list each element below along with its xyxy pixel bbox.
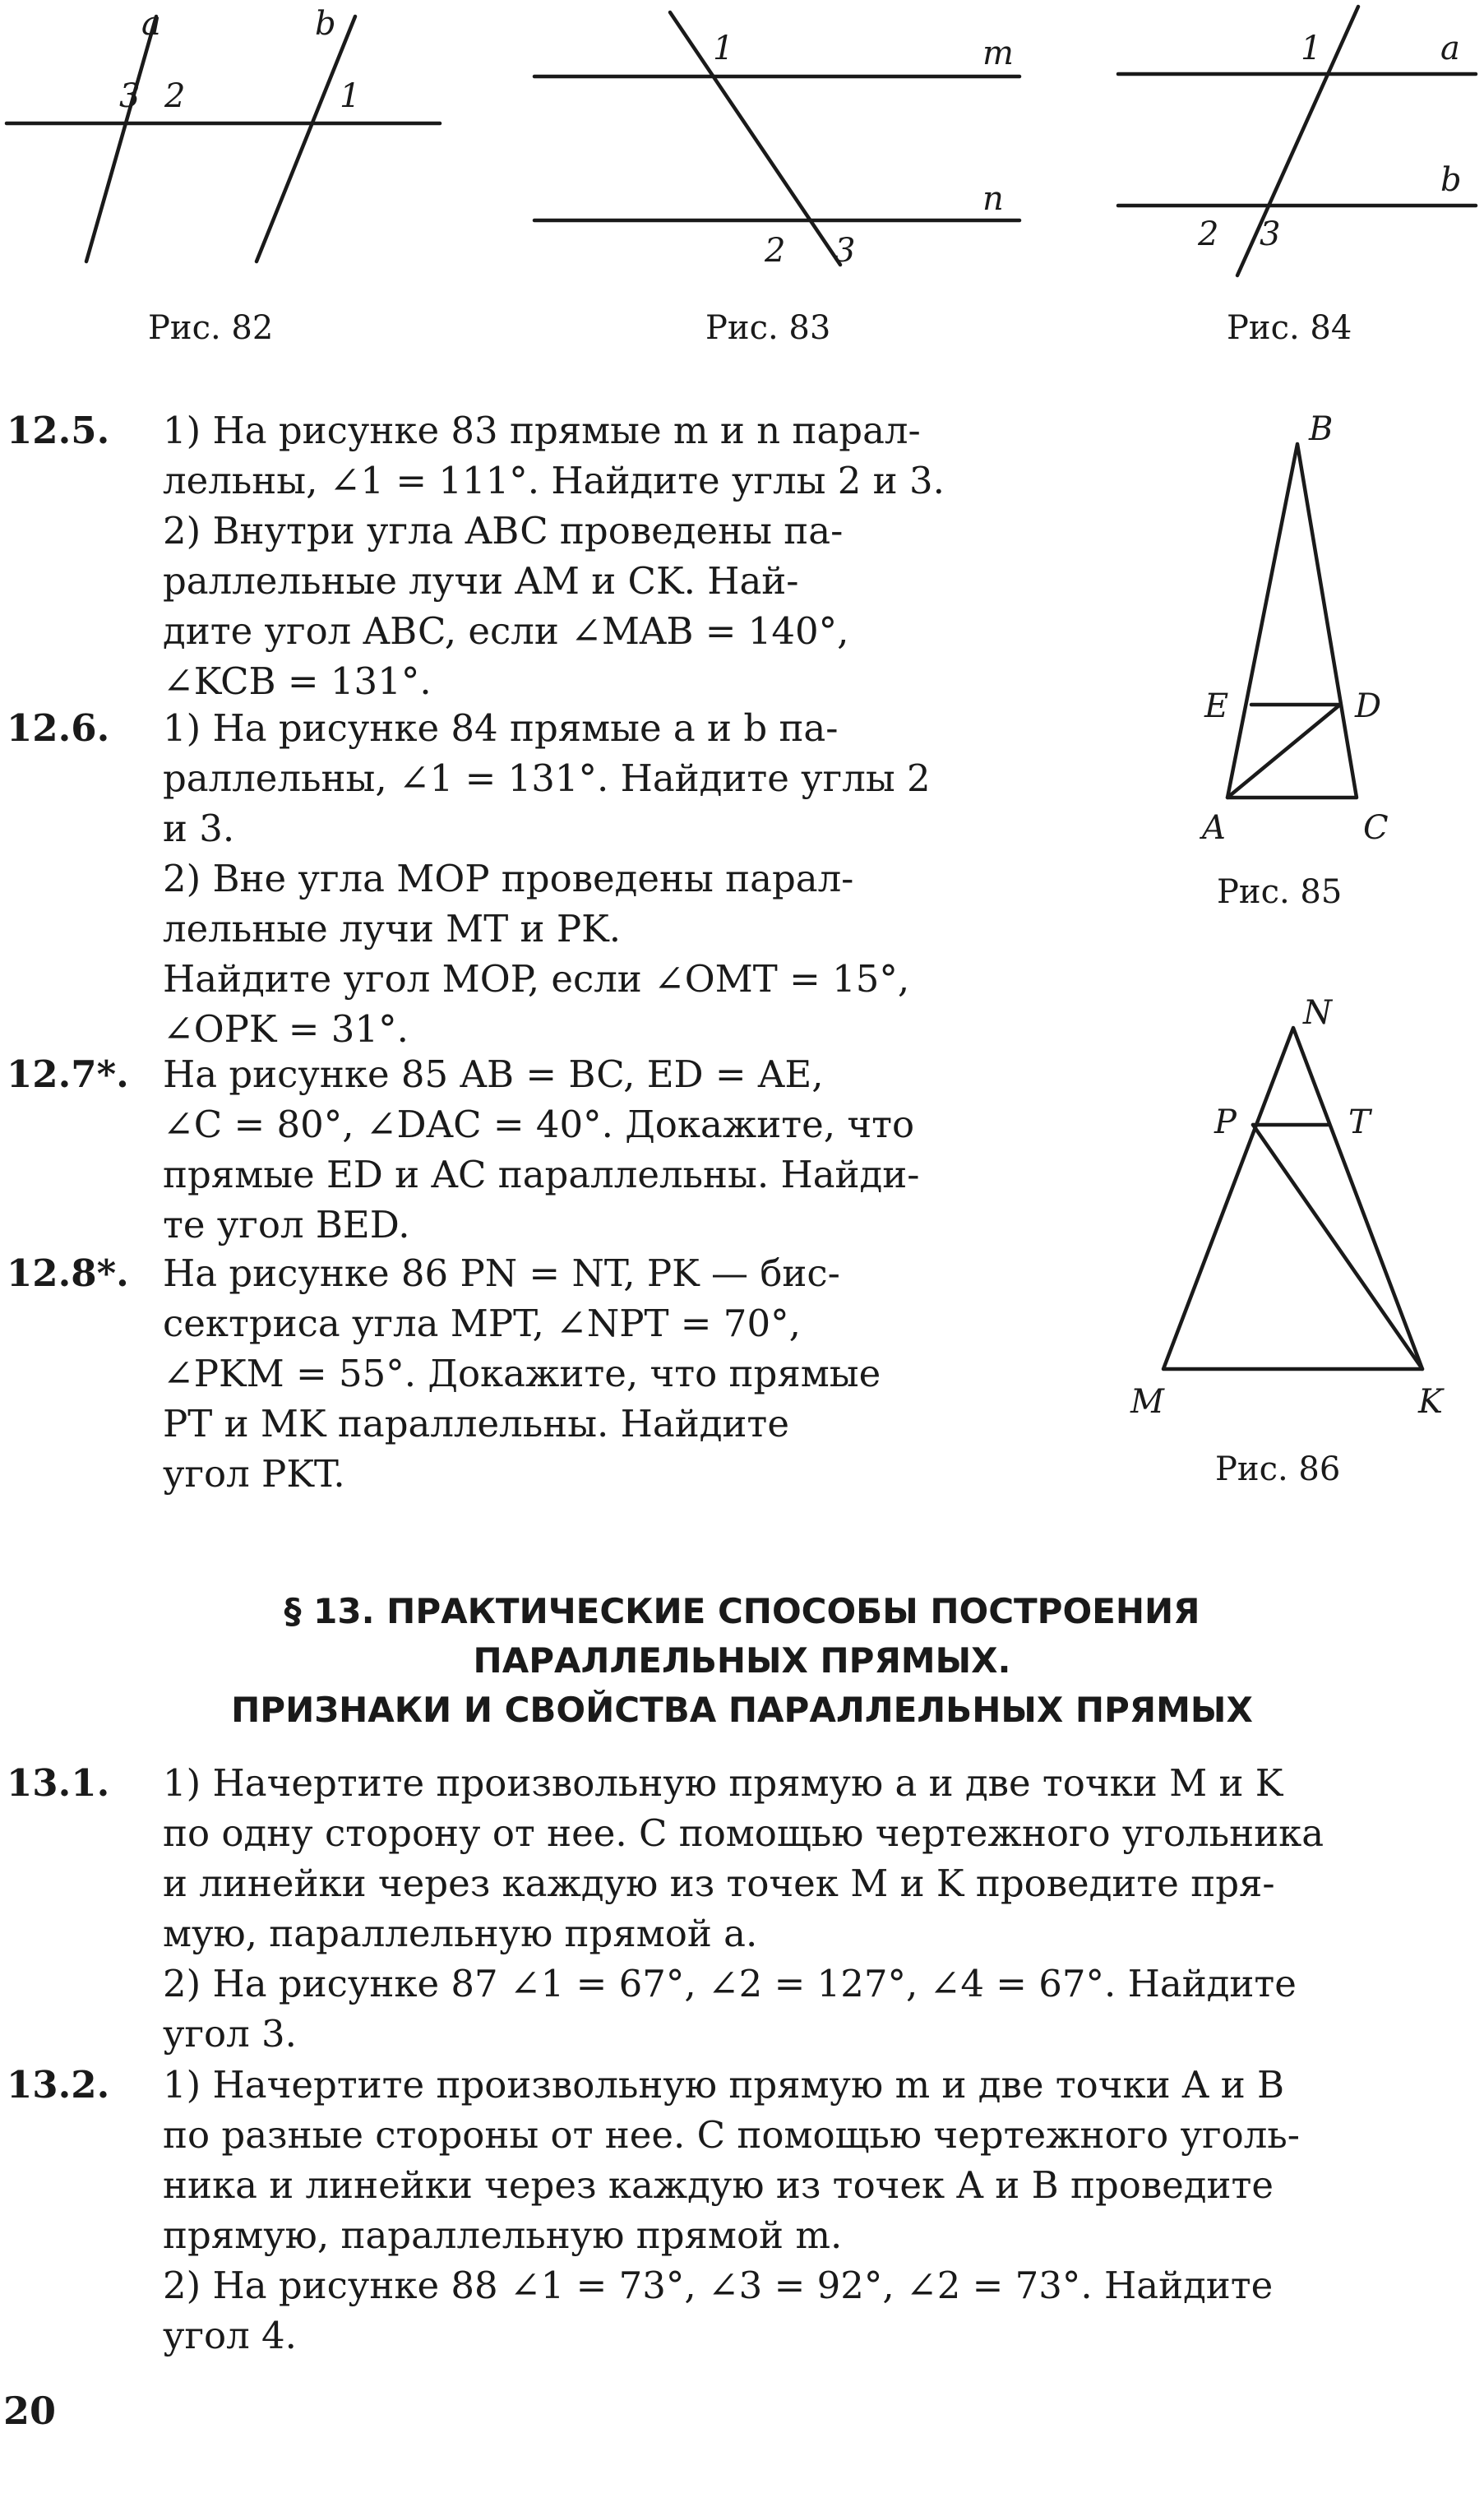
fig85-label-a: A xyxy=(1202,809,1226,847)
fig85-label-c: C xyxy=(1363,809,1389,847)
problem-line: дите угол ABC, если ∠MAB = 140°, xyxy=(163,609,849,653)
fig86-label-n: N xyxy=(1303,994,1332,1032)
fig82-angle-2: 2 xyxy=(164,77,186,115)
fig82-angle-1: 1 xyxy=(340,77,361,115)
fig86-caption: Рис. 86 xyxy=(1215,1450,1341,1488)
fig84-label-b: b xyxy=(1440,161,1462,199)
section-heading-line2: ПАРАЛЛЕЛЬНЫХ ПРЯМЫХ. xyxy=(473,1640,1011,1681)
problem-line: угол 3. xyxy=(163,2012,297,2056)
fig83-angle-2: 2 xyxy=(765,232,786,270)
problem-line: На рисунке 86 PN = NT, PK — бис- xyxy=(163,1251,840,1295)
problem-line: и 3. xyxy=(163,807,235,850)
problem-line: и линейки через каждую из точек M и K проведите пря- xyxy=(163,1862,1275,1905)
problem-text xyxy=(163,1248,1042,1499)
problem-line: Найдите угол MOP, если ∠OMT = 15°, xyxy=(163,957,910,1001)
page-number: 20 xyxy=(3,2389,57,2433)
section-heading-line1: § 13. ПРАКТИЧЕСКИЕ СПОСОБЫ ПОСТРОЕНИЯ xyxy=(284,1591,1200,1631)
fig85-label-d: D xyxy=(1355,687,1382,725)
problem-line: ∠KCB = 131°. xyxy=(163,659,432,703)
fig86-label-m: M xyxy=(1130,1383,1164,1421)
fig84-angle-3: 3 xyxy=(1260,215,1281,253)
problem-text xyxy=(163,405,1042,706)
fig83-angle-1: 1 xyxy=(713,30,734,67)
problem-number: 12.7*. xyxy=(7,1052,129,1096)
figure-86 xyxy=(1130,994,1445,1488)
problem-line: 2) Вне угла MOP проведены парал- xyxy=(163,857,854,900)
fig83-caption: Рис. 83 xyxy=(705,309,831,347)
problem-number: 12.6. xyxy=(7,706,110,750)
fig86-triangle-mnk xyxy=(1163,1028,1422,1369)
problem-text xyxy=(163,1049,1042,1250)
section-heading xyxy=(0,1587,1484,1735)
fig84-angle-2: 2 xyxy=(1198,215,1219,253)
problem-line: 1) На рисунке 83 прямые m и n парал- xyxy=(163,409,921,452)
problem-number: 12.8*. xyxy=(7,1251,129,1295)
fig82-caption: Рис. 82 xyxy=(148,309,274,347)
figure-83 xyxy=(534,12,1019,347)
problem-line: угол 4. xyxy=(163,2314,297,2357)
fig82-angle-3: 3 xyxy=(119,77,141,115)
fig85-label-b: B xyxy=(1309,410,1334,448)
problem-line: 1) Начертите произвольную прямую m и две точки A и B xyxy=(163,2063,1285,2107)
problem-line: по одну сторону от нее. С помощью чертежного угольника xyxy=(163,1811,1325,1855)
problem-line: 2) На рисунке 87 ∠1 = 67°, ∠2 = 127°, ∠4 = 67°. Найдите xyxy=(163,1962,1297,2005)
figure-85 xyxy=(1199,410,1389,911)
fig85-caption: Рис. 85 xyxy=(1217,873,1343,911)
section-heading-line3: ПРИЗНАКИ И СВОЙСТВА ПАРАЛЛЕЛЬНЫХ ПРЯМЫХ xyxy=(231,1690,1253,1730)
problem-line: угол PKT. xyxy=(163,1452,345,1496)
fig82-label-b: b xyxy=(315,5,336,43)
fig83-label-n: n xyxy=(982,180,1004,218)
problem-line: раллельны, ∠1 = 131°. Найдите углы 2 xyxy=(163,756,931,800)
problem-line: прямые ED и AC параллельны. Найди- xyxy=(163,1153,920,1196)
problem-line: лельны, ∠1 = 111°. Найдите углы 2 и 3. xyxy=(163,459,945,502)
problem-number: 13.2. xyxy=(7,2063,110,2107)
problem-line: те угол BED. xyxy=(163,1203,410,1246)
problem-number: 12.5. xyxy=(7,409,110,452)
problem-line: На рисунке 85 AB = BC, ED = AE, xyxy=(163,1052,824,1096)
problem-line: прямую, параллельную прямой m. xyxy=(163,2213,843,2257)
problem-line: лельные лучи MT и PK. xyxy=(163,907,622,950)
fig83-transversal xyxy=(670,12,840,265)
fig85-label-e: E xyxy=(1204,687,1229,725)
fig84-label-a: a xyxy=(1440,30,1460,67)
fig83-angle-3: 3 xyxy=(834,232,856,270)
problem-line: 2) На рисунке 88 ∠1 = 73°, ∠3 = 92°, ∠2 = 73°. Найдите xyxy=(163,2264,1274,2307)
problem-line: ника и линейки через каждую из точек A и B проведите xyxy=(163,2163,1274,2207)
problem-line: сектриса угла MPT, ∠NPT = 70°, xyxy=(163,1302,801,1345)
problem-line: 1) На рисунке 84 прямые a и b па- xyxy=(163,706,839,750)
figure-84 xyxy=(1118,7,1476,347)
fig86-label-k: K xyxy=(1418,1383,1443,1421)
problem-text xyxy=(163,703,1042,1054)
problem-text xyxy=(163,1758,1474,2059)
fig84-transversal xyxy=(1237,7,1358,275)
fig83-label-m: m xyxy=(982,35,1014,72)
fig82-label-a: a xyxy=(141,5,161,43)
fig82-line-b xyxy=(257,16,355,261)
fig86-segment-pk xyxy=(1253,1125,1422,1369)
fig84-angle-1: 1 xyxy=(1301,30,1322,67)
problem-line: PT и MK параллельны. Найдите xyxy=(163,1402,789,1445)
problem-line: мую, параллельную прямой a. xyxy=(163,1912,758,1955)
problem-line: 2) Внутри угла ABC проведены па- xyxy=(163,509,844,553)
figure-82 xyxy=(7,5,440,347)
problem-line: ∠OPK = 31°. xyxy=(163,1007,409,1051)
fig86-label-t: T xyxy=(1348,1103,1371,1141)
fig86-label-p: P xyxy=(1214,1103,1237,1141)
fig84-caption: Рис. 84 xyxy=(1227,309,1352,347)
fig82-line-a xyxy=(86,16,156,261)
problem-line: ∠C = 80°, ∠DAC = 40°. Докажите, что xyxy=(163,1103,915,1146)
problem-line: 1) Начертите произвольную прямую a и две точки M и K xyxy=(163,1761,1283,1805)
problem-line: по разные стороны от нее. С помощью чертежного уголь- xyxy=(163,2113,1301,2157)
problem-line: раллельные лучи AM и CK. Най- xyxy=(163,559,799,603)
problem-number: 13.1. xyxy=(7,1761,110,1805)
problem-line: ∠PKM = 55°. Докажите, что прямые xyxy=(163,1352,881,1395)
problem-text xyxy=(163,2060,1474,2361)
